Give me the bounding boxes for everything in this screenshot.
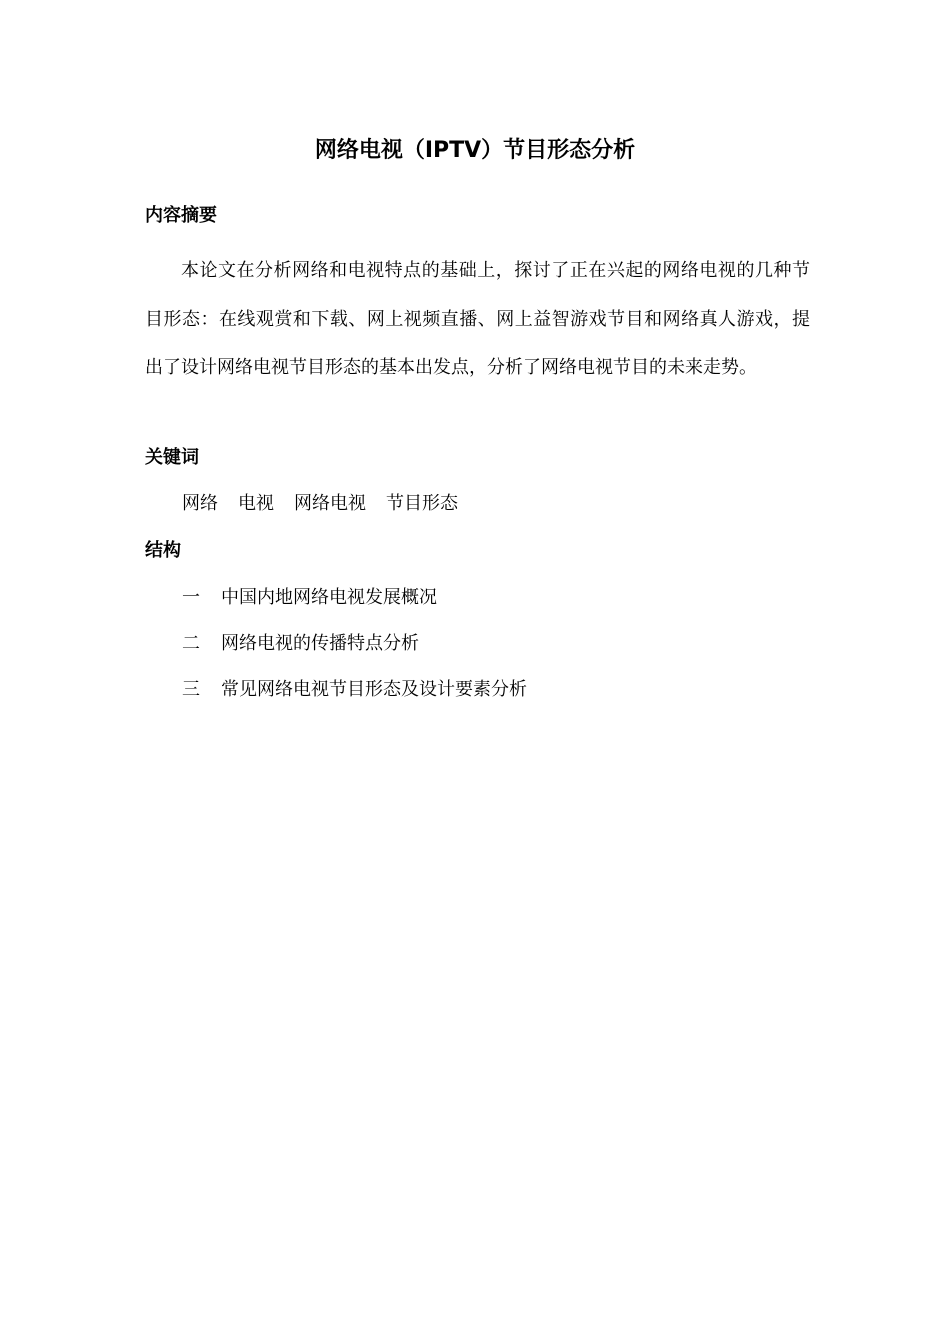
keyword-item: 电视 bbox=[238, 493, 274, 514]
document-title: 网络电视（IPTV）节目形态分析 bbox=[314, 138, 636, 163]
structure-item-number: 一 bbox=[182, 587, 200, 608]
keyword-item: 网络 bbox=[182, 493, 218, 514]
structure-item-text: 常见网络电视节目形态及设计要素分析 bbox=[221, 679, 527, 700]
abstract-heading: 内容摘要 bbox=[145, 205, 217, 226]
structure-item-text: 中国内地网络电视发展概况 bbox=[221, 587, 437, 608]
keyword-item: 节目形态 bbox=[386, 493, 458, 514]
abstract-text: 本论文在分析网络和电视特点的基础上，探讨了正在兴起的网络电视的几种节目形态：在线观赏和下载、网上视频直播、网上益智游戏节目和网络真人游戏，提出了设计网络电视节目形态的基本出发点，分析了网络电视节目的未来走势。 bbox=[145, 260, 810, 379]
structure-item bbox=[182, 678, 527, 724]
keywords-heading: 关键词 bbox=[145, 447, 199, 468]
structure-item bbox=[182, 632, 527, 678]
keyword-item: 网络电视 bbox=[294, 493, 366, 514]
structure-item-number: 二 bbox=[182, 633, 200, 654]
structure-item-number: 三 bbox=[182, 679, 200, 700]
keywords-list bbox=[182, 492, 478, 516]
structure-item-text: 网络电视的传播特点分析 bbox=[221, 633, 419, 654]
structure-list bbox=[182, 586, 527, 724]
structure-item bbox=[182, 586, 527, 632]
structure-heading: 结构 bbox=[145, 540, 181, 561]
